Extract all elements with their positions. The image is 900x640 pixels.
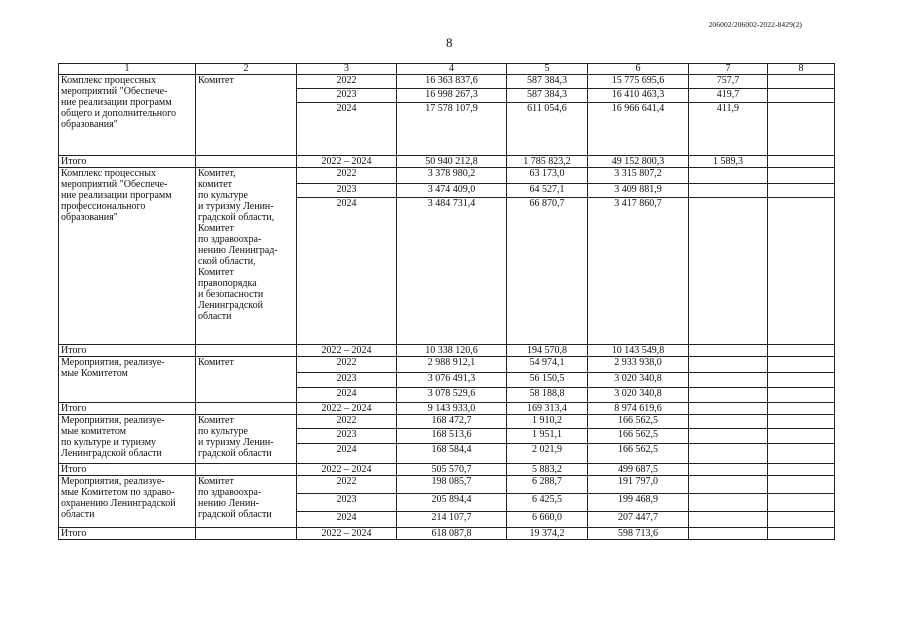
year-range-cell: 2022 – 2024: [297, 403, 397, 415]
other-sources-cell: [768, 156, 835, 168]
year-range-cell: 2022 – 2024: [297, 156, 397, 168]
other-sources-cell: [768, 429, 835, 444]
other-sources-cell: [768, 357, 835, 373]
year-cell: 2023: [297, 89, 397, 103]
regional-budget-cell: 199 468,9: [588, 494, 689, 512]
federal-budget-cell: 6 288,7: [507, 476, 588, 494]
program-name-cell: Комплекс процессных мероприятий "Обеспече- ние реализации программ общего и дополнительного образования": [59, 75, 196, 156]
local-budget-cell: [689, 444, 768, 464]
local-budget-cell: [689, 512, 768, 528]
regional-budget-cell: 166 562,5: [588, 415, 689, 429]
total-row: [59, 528, 835, 540]
federal-budget-cell: 56 150,5: [507, 373, 588, 388]
federal-budget-cell: 587 384,3: [507, 75, 588, 89]
local-budget-cell: [689, 168, 768, 184]
header-cell: 6: [588, 64, 689, 75]
total-amount-cell: 50 940 212,8: [397, 156, 507, 168]
regional-budget-cell: 598 713,6: [588, 528, 689, 540]
local-budget-cell: [689, 357, 768, 373]
federal-budget-cell: 5 883,2: [507, 464, 588, 476]
total-amount-cell: 3 078 529,6: [397, 388, 507, 403]
other-sources-cell: [768, 388, 835, 403]
table-row: [59, 357, 835, 373]
empty-cell: [196, 345, 297, 357]
year-cell: 2024: [297, 388, 397, 403]
executor-cell: Комитет: [196, 357, 297, 403]
local-budget-cell: [689, 494, 768, 512]
program-name-cell: Мероприятия, реализуе- мые Комитетом по здраво- охранению Ленинградской области: [59, 476, 196, 528]
header-cell: 7: [689, 64, 768, 75]
other-sources-cell: [768, 444, 835, 464]
regional-budget-cell: 207 447,7: [588, 512, 689, 528]
total-amount-cell: 9 143 933,0: [397, 403, 507, 415]
federal-budget-cell: 611 054,6: [507, 103, 588, 156]
local-budget-cell: [689, 345, 768, 357]
year-cell: 2022: [297, 415, 397, 429]
header-cell: 5: [507, 64, 588, 75]
regional-budget-cell: 10 143 549,8: [588, 345, 689, 357]
year-cell: 2024: [297, 103, 397, 156]
other-sources-cell: [768, 415, 835, 429]
year-cell: 2023: [297, 184, 397, 198]
program-name-cell: Комплекс процессных мероприятий "Обеспече- ние реализации программ профессионального образования": [59, 168, 196, 345]
program-name-cell: Мероприятия, реализуе- мые комитетом по культуре и туризму Ленинградской области: [59, 415, 196, 464]
total-amount-cell: 16 998 267,3: [397, 89, 507, 103]
total-amount-cell: 505 570,7: [397, 464, 507, 476]
year-cell: 2022: [297, 476, 397, 494]
header-cell: 3: [297, 64, 397, 75]
executor-cell: Комитет, комитет по культуре и туризму Ленин- градской области, Комитет по здравоохра- нению Ленинград- ской области, Комитет правопорядка и безопасности Ленинградской области: [196, 168, 297, 345]
budget-table: [58, 63, 835, 540]
regional-budget-cell: 49 152 800,3: [588, 156, 689, 168]
executor-cell: Комитет по культуре и туризму Ленин- градской области: [196, 415, 297, 464]
federal-budget-cell: 169 313,4: [507, 403, 588, 415]
local-budget-cell: [689, 528, 768, 540]
total-label-cell: Итого: [59, 464, 196, 476]
total-label-cell: Итого: [59, 345, 196, 357]
total-amount-cell: 198 085,7: [397, 476, 507, 494]
local-budget-cell: 1 589,3: [689, 156, 768, 168]
document-id: 206002/206002-2022-8429(2): [708, 20, 802, 29]
table-row: [59, 476, 835, 494]
regional-budget-cell: 2 933 938,0: [588, 357, 689, 373]
header-row: [59, 64, 835, 75]
other-sources-cell: [768, 75, 835, 89]
regional-budget-cell: 16 966 641,4: [588, 103, 689, 156]
federal-budget-cell: 63 173,0: [507, 168, 588, 184]
total-amount-cell: 16 363 837,6: [397, 75, 507, 89]
other-sources-cell: [768, 494, 835, 512]
local-budget-cell: [689, 415, 768, 429]
other-sources-cell: [768, 184, 835, 198]
federal-budget-cell: 6 660,0: [507, 512, 588, 528]
regional-budget-cell: 3 315 807,2: [588, 168, 689, 184]
total-label-cell: Итого: [59, 403, 196, 415]
year-cell: 2023: [297, 373, 397, 388]
total-amount-cell: 3 378 980,2: [397, 168, 507, 184]
federal-budget-cell: 58 188,8: [507, 388, 588, 403]
local-budget-cell: [689, 476, 768, 494]
other-sources-cell: [768, 168, 835, 184]
other-sources-cell: [768, 528, 835, 540]
other-sources-cell: [768, 198, 835, 345]
local-budget-cell: [689, 373, 768, 388]
total-amount-cell: 168 584,4: [397, 444, 507, 464]
regional-budget-cell: 15 775 695,6: [588, 75, 689, 89]
table-row: [59, 415, 835, 429]
total-amount-cell: 168 513,6: [397, 429, 507, 444]
year-cell: 2024: [297, 198, 397, 345]
federal-budget-cell: 587 384,3: [507, 89, 588, 103]
other-sources-cell: [768, 89, 835, 103]
total-amount-cell: 3 076 491,3: [397, 373, 507, 388]
total-amount-cell: 214 107,7: [397, 512, 507, 528]
regional-budget-cell: 166 562,5: [588, 429, 689, 444]
local-budget-cell: [689, 388, 768, 403]
regional-budget-cell: 166 562,5: [588, 444, 689, 464]
table-row: [59, 168, 835, 184]
total-amount-cell: 2 988 912,1: [397, 357, 507, 373]
federal-budget-cell: 66 870,7: [507, 198, 588, 345]
year-cell: 2022: [297, 75, 397, 89]
total-amount-cell: 618 087,8: [397, 528, 507, 540]
year-cell: 2022: [297, 357, 397, 373]
federal-budget-cell: 1 910,2: [507, 415, 588, 429]
federal-budget-cell: 19 374,2: [507, 528, 588, 540]
header-cell: 8: [768, 64, 835, 75]
total-row: [59, 403, 835, 415]
regional-budget-cell: 3 409 881,9: [588, 184, 689, 198]
total-row: [59, 156, 835, 168]
regional-budget-cell: 8 974 619,6: [588, 403, 689, 415]
local-budget-cell: [689, 429, 768, 444]
year-range-cell: 2022 – 2024: [297, 464, 397, 476]
regional-budget-cell: 499 687,5: [588, 464, 689, 476]
federal-budget-cell: 194 570,8: [507, 345, 588, 357]
empty-cell: [196, 156, 297, 168]
executor-cell: Комитет по здравоохра- нению Ленин- градской области: [196, 476, 297, 528]
year-range-cell: 2022 – 2024: [297, 345, 397, 357]
table-row: [59, 75, 835, 89]
page-number: 8: [446, 35, 453, 50]
header-cell: 4: [397, 64, 507, 75]
other-sources-cell: [768, 345, 835, 357]
local-budget-cell: [689, 464, 768, 476]
federal-budget-cell: 64 527,1: [507, 184, 588, 198]
federal-budget-cell: 6 425,5: [507, 494, 588, 512]
total-row: [59, 464, 835, 476]
executor-cell: Комитет: [196, 75, 297, 156]
empty-cell: [196, 403, 297, 415]
regional-budget-cell: 3 020 340,8: [588, 373, 689, 388]
total-amount-cell: 3 484 731,4: [397, 198, 507, 345]
year-cell: 2023: [297, 429, 397, 444]
other-sources-cell: [768, 512, 835, 528]
total-row: [59, 345, 835, 357]
regional-budget-cell: 3 417 860,7: [588, 198, 689, 345]
total-amount-cell: 205 894,4: [397, 494, 507, 512]
other-sources-cell: [768, 464, 835, 476]
year-range-cell: 2022 – 2024: [297, 528, 397, 540]
other-sources-cell: [768, 103, 835, 156]
federal-budget-cell: 2 021,9: [507, 444, 588, 464]
total-label-cell: Итого: [59, 156, 196, 168]
federal-budget-cell: 1 785 823,2: [507, 156, 588, 168]
header-cell: 2: [196, 64, 297, 75]
federal-budget-cell: 54 974,1: [507, 357, 588, 373]
total-amount-cell: 17 578 107,9: [397, 103, 507, 156]
year-cell: 2024: [297, 512, 397, 528]
regional-budget-cell: 191 797,0: [588, 476, 689, 494]
local-budget-cell: 757,7: [689, 75, 768, 89]
regional-budget-cell: 3 020 340,8: [588, 388, 689, 403]
total-amount-cell: 10 338 120,6: [397, 345, 507, 357]
total-label-cell: Итого: [59, 528, 196, 540]
local-budget-cell: 419,7: [689, 89, 768, 103]
empty-cell: [196, 528, 297, 540]
total-amount-cell: 3 474 409,0: [397, 184, 507, 198]
federal-budget-cell: 1 951,1: [507, 429, 588, 444]
local-budget-cell: [689, 403, 768, 415]
total-amount-cell: 168 472,7: [397, 415, 507, 429]
empty-cell: [196, 464, 297, 476]
regional-budget-cell: 16 410 463,3: [588, 89, 689, 103]
year-cell: 2023: [297, 494, 397, 512]
other-sources-cell: [768, 373, 835, 388]
year-cell: 2022: [297, 168, 397, 184]
program-name-cell: Мероприятия, реализуе- мые Комитетом: [59, 357, 196, 403]
local-budget-cell: 411,9: [689, 103, 768, 156]
local-budget-cell: [689, 198, 768, 345]
other-sources-cell: [768, 476, 835, 494]
year-cell: 2024: [297, 444, 397, 464]
other-sources-cell: [768, 403, 835, 415]
header-cell: 1: [59, 64, 196, 75]
local-budget-cell: [689, 184, 768, 198]
